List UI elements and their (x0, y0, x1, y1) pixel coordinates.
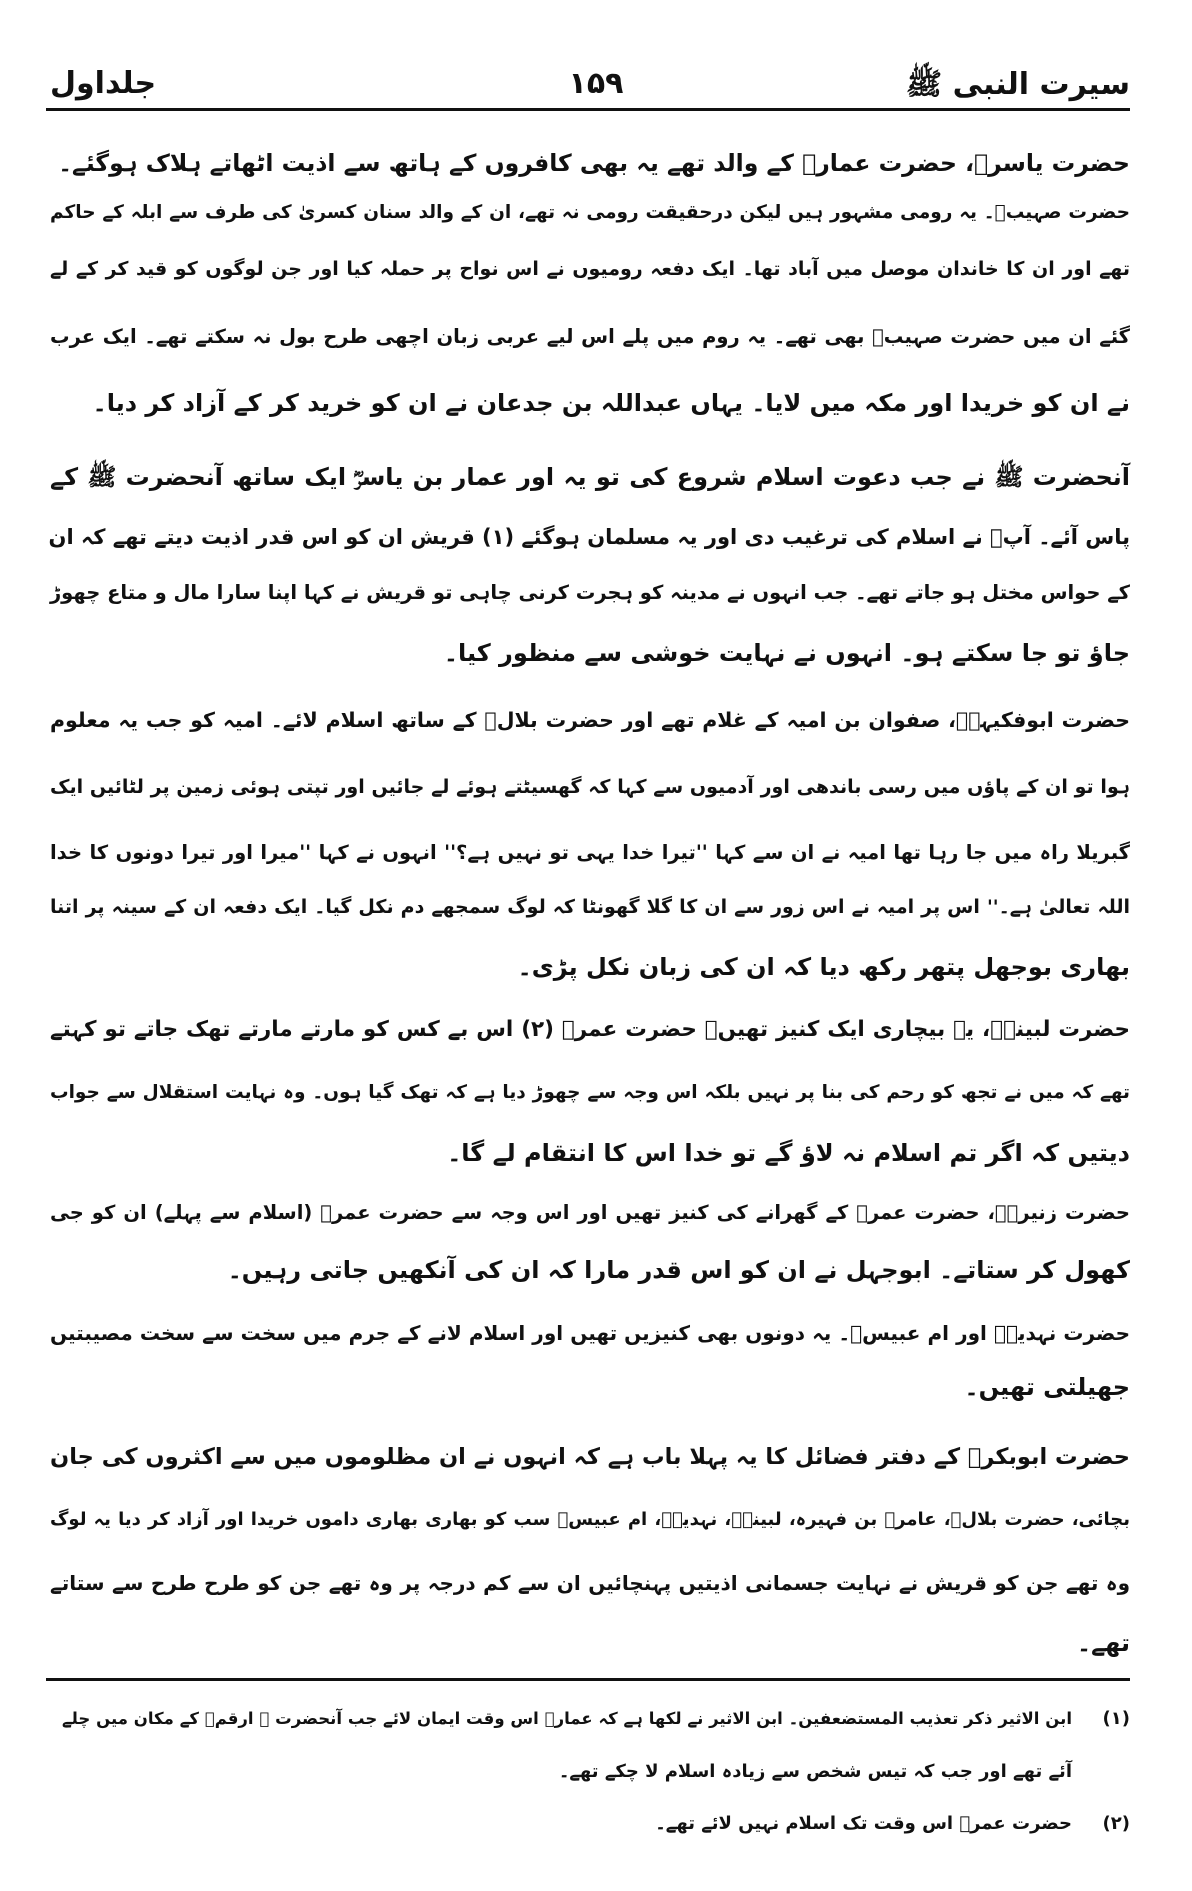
text-line: بھاری بوجھل پتھر رکھ دیا کہ ان کی زبان نکل پڑی۔ (517, 953, 1130, 981)
text-line: آنحضرت ﷺ نے جب دعوت اسلام شروع کی تو یہ اور عمار بن یاسرؓ ایک ساتھ آنحضرت ﷺ کے (50, 463, 1130, 491)
text-line: حضرت لبینہؓ، یہ بیچاری ایک کنیز تھیں۔ حضرت عمرؓ (۲) اس بے کس کو مارتے مارتے تھک جاتے تو کہتے (50, 1017, 1130, 1042)
text-line: دیتیں کہ اگر تم اسلام نہ لاؤ گے تو خدا اس کا انتقام لے گا۔ (447, 1139, 1130, 1167)
volume-label: جلداول (50, 66, 157, 101)
text-line: حضرت ابوبکرؓ کے دفتر فضائل کا یہ پہلا باب ہے کہ انہوں نے ان مظلوموں میں سے اکثروں کی جان (50, 1444, 1130, 1470)
text-line: ہوا تو ان کے پاؤں میں رسی باندھی اور آدمیوں سے کہا کہ گھسیٹتے ہوئے لے جائیں اور تپتی ہوئی زمین پر لٹائیں ایک (50, 776, 1130, 798)
text-line: حضرت نہدیہؓ اور ام عبیسؓ۔ یہ دونوں بھی کنیزیں تھیں اور اسلام لانے کے جرم میں سخت سے سخت مصیبتیں (50, 1321, 1130, 1345)
footnote-divider (46, 1678, 1130, 1681)
text-line: تھے اور ان کا خاندان موصل میں آباد تھا۔ ایک دفعہ رومیوں نے اس نواح پر حملہ کیا اور جن لوگوں کو قید کر کے لے (50, 258, 1130, 280)
footnote-text: آئے تھے اور جب کہ تیس شخص سے زیادہ اسلام لا چکے تھے۔ (558, 1761, 1072, 1782)
book-title: سیرت النبی ﷺ (905, 67, 1130, 102)
text-line: حضرت صہیبؓ۔ یہ رومی مشہور ہیں لیکن درحقیقت رومی نہ تھے، ان کے والد سنان کسریٰ کی طرف سے ابلہ کے حاکم (50, 202, 1130, 223)
text-line: تھے کہ میں نے تجھ کو رحم کی بنا پر نہیں بلکہ اس وجہ سے چھوڑ دیا ہے کہ تھک گیا ہوں۔ وہ نہایت استقلال سے جواب (50, 1082, 1130, 1103)
text-line: نے ان کو خریدا اور مکہ میں لایا۔ یہاں عبداللہ بن جدعان نے ان کو خرید کر کے آزاد کر دیا۔ (92, 389, 1130, 417)
header-divider (46, 108, 1130, 111)
text-line: جھیلتی تھیں۔ (964, 1373, 1130, 1401)
text-line: بچائی، حضرت بلالؓ، عامرؓ بن فہیرہ، لبینہؓ، نہدیہؓ، ام عبیسؓ سب کو بھاری بھاری داموں خریدا اور آزاد کر دیا یہ لوگ (50, 1509, 1130, 1530)
text-line: حضرت زنیرہؓ، حضرت عمرؓ کے گھرانے کی کنیز تھیں اور اس وجہ سے حضرت عمرؓ (اسلام سے پہلے) ان کو جی (50, 1201, 1130, 1224)
text-line: جاؤ تو جا سکتے ہو۔ انہوں نے نہایت خوشی سے منظور کیا۔ (443, 639, 1130, 667)
page-number: ۱۵۹ (568, 66, 624, 101)
text-line: کھول کر ستاتے۔ ابوجہل نے ان کو اس قدر مارا کہ ان کی آنکھیں جاتی رہیں۔ (227, 1256, 1130, 1284)
text-line: اللہ تعالیٰ ہے۔'' اس پر امیہ نے اس زور سے ان کا گلا گھونٹا کہ لوگ سمجھے دم نکل گیا۔ ایک دفعہ ان کے سینہ پر اتنا (50, 896, 1130, 918)
footnote-text: حضرت عمرؓ اس وقت تک اسلام نہیں لائے تھے۔ (655, 1813, 1072, 1834)
text-line: گبریلا راہ میں جا رہا تھا امیہ نے ان سے کہا ''تیرا خدا یہی تو نہیں ہے؟'' انہوں نے کہا ''میرا اور تیرا دونوں کا خدا (50, 841, 1130, 864)
text-line: گئے ان میں حضرت صہیبؓ بھی تھے۔ یہ روم میں پلے اس لیے عربی زبان اچھی طرح بول نہ سکتے تھے۔ ایک عرب (50, 325, 1130, 348)
text-line: کے حواس مختل ہو جاتے تھے۔ جب انہوں نے مدینہ کو ہجرت کرنی چاہی تو قریش نے کہا اپنا سارا مال و متاع چھوڑ (49, 581, 1130, 604)
text-line: پاس آئے۔ آپؐ نے اسلام کی ترغیب دی اور یہ مسلمان ہوگئے (۱) قریش ان کو اس قدر اذیت دیتے تھے کہ ان (48, 525, 1130, 549)
footnote-text: ابن الاثیر ذکر تعذیب المستضعفین۔ ابن الاثیر نے لکھا ہے کہ عمارؓ اس وقت ایمان لائے جب آنحضرت ﷺ ارقمؓ کے مکان میں چلے (62, 1709, 1072, 1728)
text-line: تھے۔ (1077, 1629, 1130, 1657)
text-line: حضرت ابوفکیہہؓ، صفوان بن امیہ کے غلام تھے اور حضرت بلالؓ کے ساتھ اسلام لائے۔ امیہ کو جب یہ معلوم (50, 708, 1130, 732)
text-line: وہ تھے جن کو قریش نے نہایت جسمانی اذیتیں پہنچائیں ان سے کم درجہ پر وہ تھے جن کو طرح طرح سے ستاتے (50, 1571, 1130, 1595)
text-line: حضرت یاسرؓ، حضرت عمارؓ کے والد تھے یہ بھی کافروں کے ہاتھ سے اذیت اٹھاتے ہلاک ہوگئے۔ (58, 149, 1130, 177)
footnote-number: (۲) (1102, 1813, 1130, 1834)
footnote-number: (۱) (1102, 1708, 1130, 1729)
